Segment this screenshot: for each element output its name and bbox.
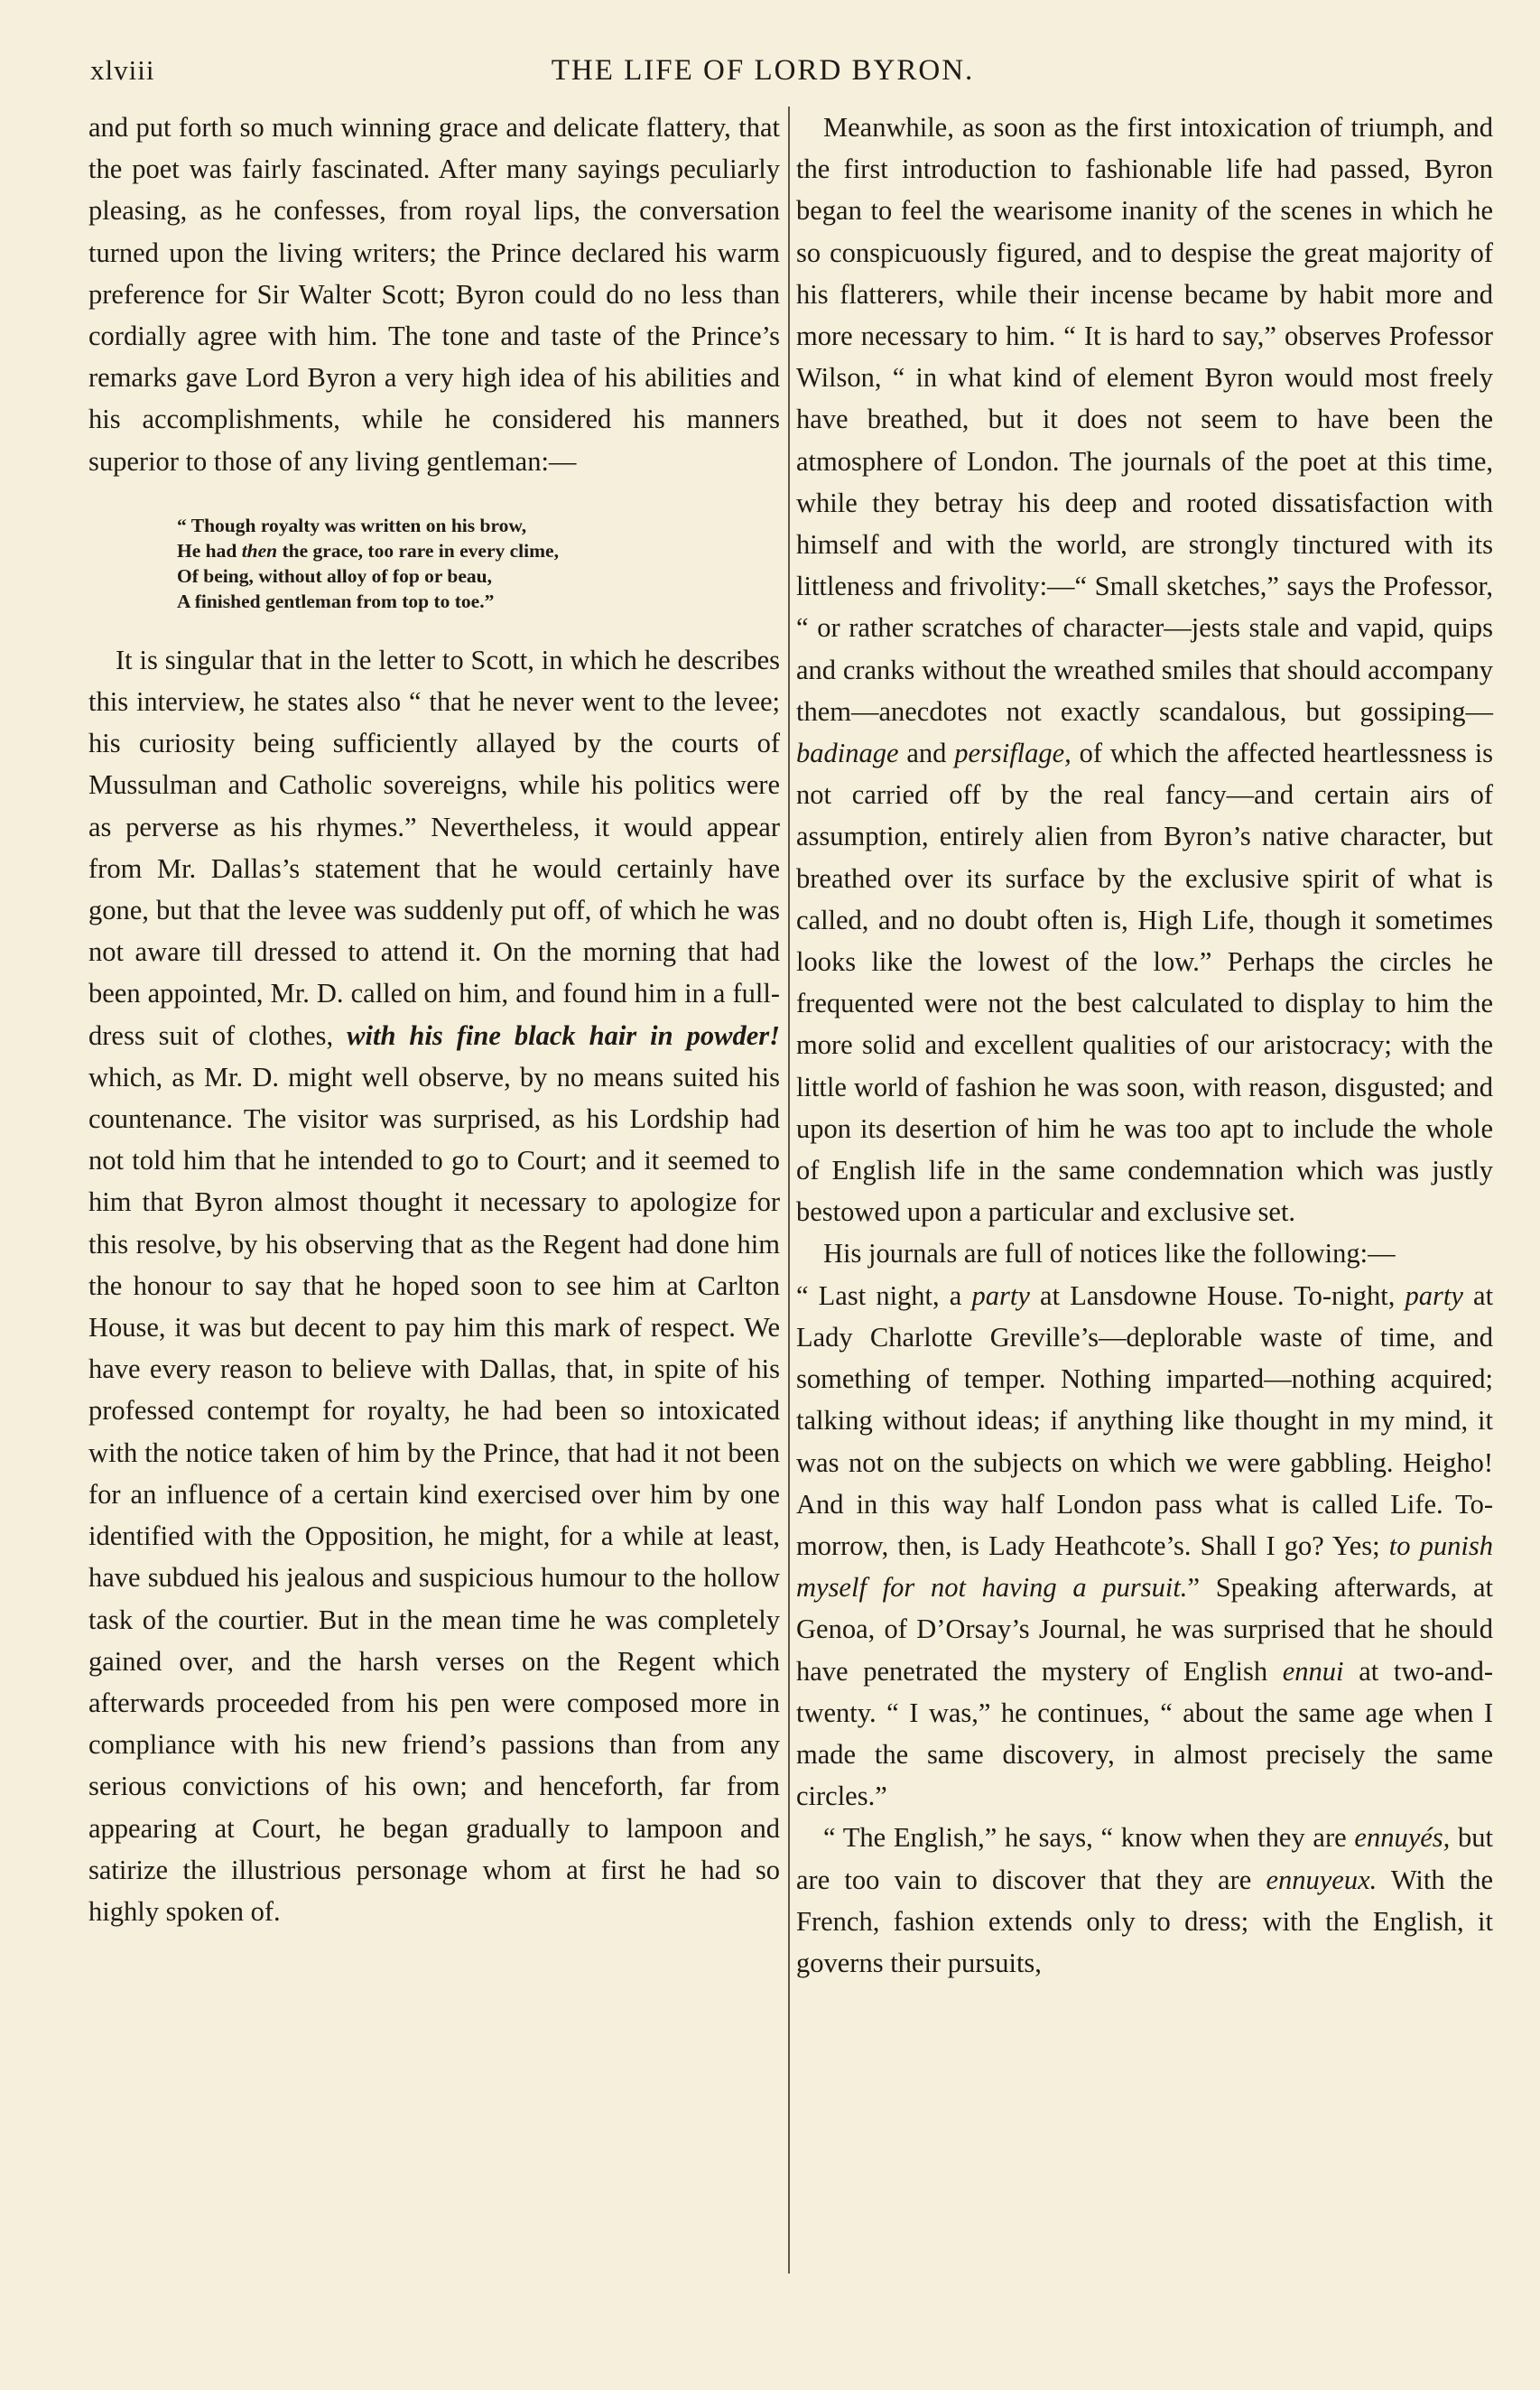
italic-phrase: with his fine black hair in powder!	[347, 1019, 780, 1051]
verse-line: “ Though royalty was written on his brow,	[177, 514, 527, 536]
left-column	[88, 107, 780, 1932]
paragraph: It is singular that in the letter to Scott, in which he describes this interview, he states also “ that he never went to the levee; his curiosity being sufficiently allayed by the courts of Mussulman and Catholic sovereigns, while his politics were as perverse as his rhymes.” Nevertheless, it would appear from Mr. Dallas’s statement that he would certainly have gone, but that the levee was suddenly put off, of which he was not aware till dressed to attend it. On the morning that had been appointed, Mr. D. called on him, and found him in a full-dress suit of clothes, with his fine black hair in powder! which, as Mr. D. might well observe, by no means suited his countenance. The visitor was surprised, as his Lordship had not told him that he intended to go to Court; and it seemed to him that Byron almost thought it necessary to apologize for this resolve, by his observing that as the Regent had done him the honour to say that he hoped soon to see him at Carlton House, it was but decent to pay him this mark of respect. We have every reason to believe with Dallas, that, in spite of his professed contempt for royalty, he had been so intoxicated with the notice taken of him by the Prince, that had it not been for an influence of a certain kind exercised over him by one identified with the Opposition, he might, for a while at least, have subdued his jealous and suspicious humour to the hollow task of the courtier. But in the mean time he was completely gained over, and the harsh verses on the Regent which afterwards proceeded from his pen were composed more in compliance with his new friend’s passions than from any serious convictions of his own; and henceforth, far from appearing at Court, he began gradually to lampoon and satirize the illustrious personage whom at first he had so highly spoken of.	[88, 644, 780, 1927]
column-divider	[788, 107, 790, 2274]
paragraph: “ The English,” he says, “ know when they are ennuyés, but are too vain to discover that they are ennuyeux. With the French, fashion extends only to dress; with the English, it governs their pursuits,	[796, 1822, 1494, 1978]
italic-word: party	[1405, 1279, 1463, 1311]
verse-line: Of being, without alloy of fop or beau,	[177, 564, 493, 587]
page-header	[90, 45, 1435, 99]
verse-line: A finished gentleman from top to toe.”	[177, 590, 495, 612]
paragraph: and put forth so much winning grace and delicate flattery, that the poet was fairly fascinated. After many sayings peculiarly pleasing, as he confesses, from royal lips, the conversation turned upon the living writers; the Prince declared his warm preference for Sir Walter Scott; Byron could do no less than cordially agree with him. The tone and taste of the Prince’s remarks gave Lord Byron a very high idea of his abilities and his accomplishments, while he considered his manners superior to those of any living gentleman:—	[88, 112, 780, 477]
italic-phrase: to punish myself for not having a pursuit.	[796, 1530, 1494, 1604]
verse-line: He had then the grace, too rare in every clime,	[177, 539, 559, 562]
right-column	[796, 107, 1493, 1984]
italic-word: persiflage,	[954, 738, 1072, 769]
italic-word: badinage	[796, 738, 899, 769]
paragraph: His journals are full of notices like the following:— “ Last night, a party at Lansdowne House. To-night, party at Lady Charlotte Greville’s—deplorable waste of time, and something of temper. Nothing imparted—nothing acquired; talking without ideas; if anything like thought in my mind, it was not on the subjects on which we were gabbling. Heigho! And in this way half London pass what is called Life. To-morrow, then, is Lady Heathcote’s. Shall I go? Yes; to punish myself for not having a pursuit.” Speaking afterwards, at Genoa, of D’Orsay’s Journal, he was surprised that he should have penetrated the mystery of English ennui at two-and-twenty. “ I was,” he continues, “ about the same age when I made the same discovery, in almost precisely the same circles.”	[796, 1238, 1494, 1812]
italic-word: party	[971, 1279, 1030, 1311]
page-number: xlviii	[90, 54, 155, 86]
italic-word: ennuyeux.	[1266, 1864, 1378, 1895]
running-title: THE LIFE OF LORD BYRON.	[551, 54, 975, 87]
verse-quotation	[177, 513, 780, 614]
italic-word: ennui	[1282, 1655, 1344, 1687]
verse-emphasis: then	[241, 539, 278, 562]
paragraph: Meanwhile, as soon as the first intoxication of triumph, and the first introduction to fashionable life had passed, Byron began to feel the wearisome inanity of the scenes in which he so conspicuously figured, and to despise the great majority of his flatterers, while their incense became by habit more and more necessary to him. “ It is hard to say,” observes Professor Wilson, “ in what kind of element Byron would most freely have breathed, but it does not seem to have been the atmosphere of London. The journals of the poet at this time, while they betray his deep and rooted dissatisfaction with himself and with the world, are strongly tinctured with its littleness and frivolity:—“ Small sketches,” says the Professor, “ or rather scratches of character—jests stale and vapid, quips and cranks without the wreathed smiles that should accompany them—anecdotes not exactly scandalous, but gossiping—badinage and persiflage, of which the affected heartlessness is not carried off by the real fancy—and certain airs of assumption, entirely alien from Byron’s native character, but breathed over its surface by the exclusive spirit of what is called, and no doubt often is, High Life, though it sometimes looks like the lowest of the low.” Perhaps the circles he frequented were not the best calculated to display to him the more solid and excellent qualities of our aristocracy; with the little world of fashion he was soon, with reason, disgusted; and upon its desertion of him he was too apt to include the whole of English life in the same condemnation which was justly bestowed upon a particular and exclusive set.	[796, 112, 1494, 1228]
italic-word: ennuyés,	[1354, 1822, 1451, 1854]
